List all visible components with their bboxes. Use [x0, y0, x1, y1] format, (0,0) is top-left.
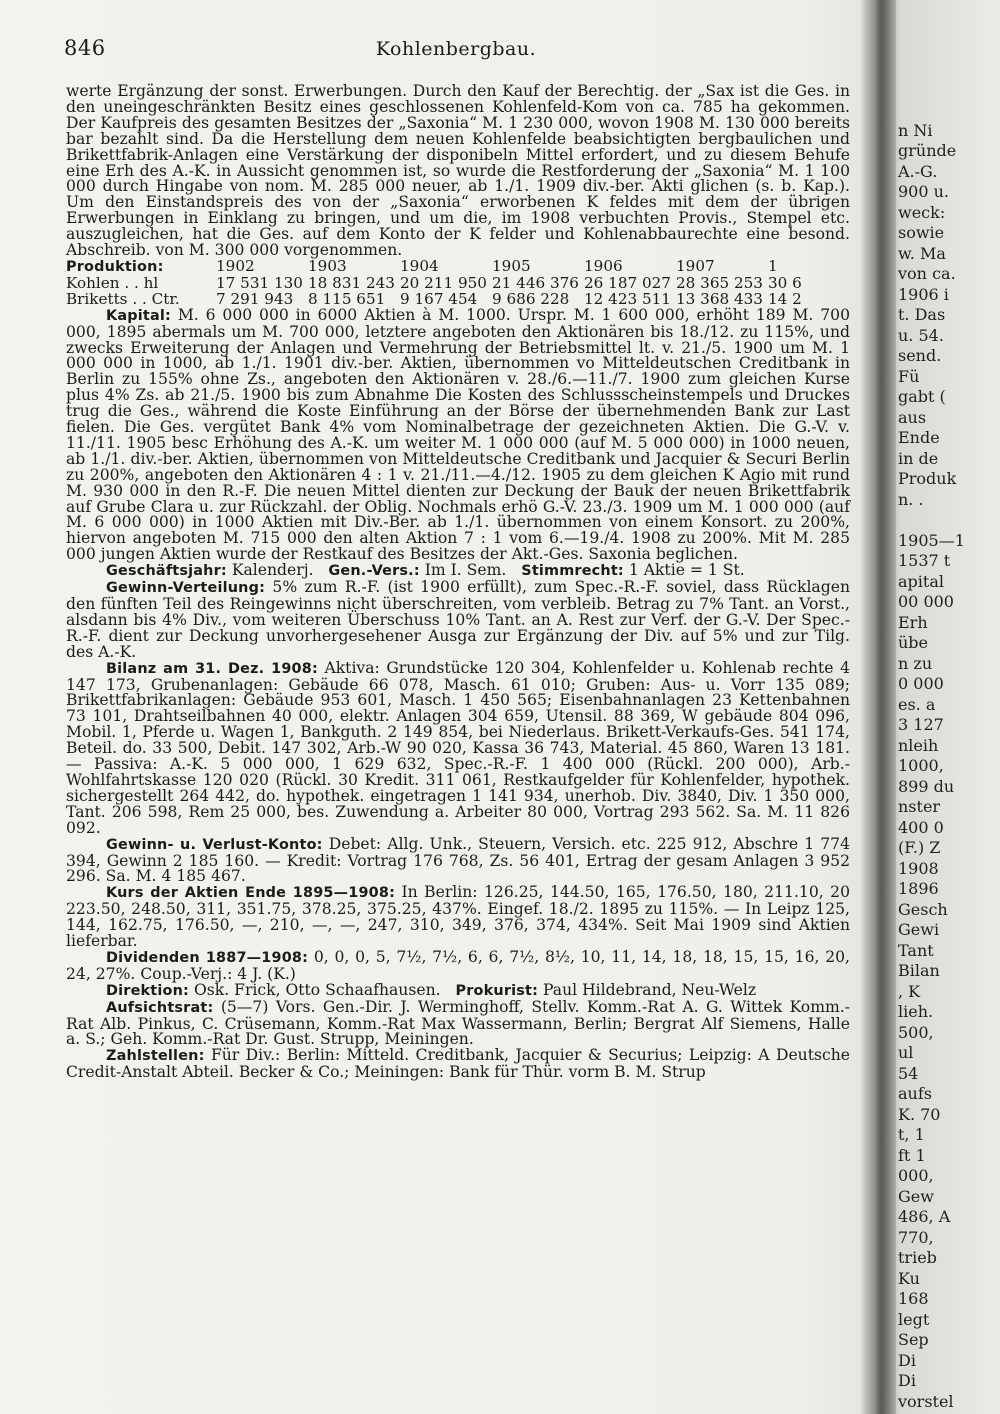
facing-page-line: von ca. — [898, 264, 956, 283]
facing-page-line: legt — [898, 1309, 930, 1329]
facing-page-line: Tant — [898, 940, 934, 960]
facing-page-line: send. — [898, 346, 942, 365]
facing-page-line: 900 u. — [898, 182, 950, 201]
facing-page-line: 1908 — [898, 858, 939, 878]
facing-page-line: sowie — [898, 223, 945, 242]
value-cell: 9 686 228 — [492, 289, 570, 308]
year-cell: 1 — [768, 257, 778, 276]
section-label: Kurs der Aktien Ende 1895—1908: — [106, 885, 396, 902]
value-cell: 18 831 243 — [308, 273, 395, 292]
facing-page-line: 1896 — [898, 879, 939, 898]
section-label: Direktion: — [106, 982, 190, 999]
facing-page-line: Sep — [898, 1330, 929, 1349]
section-label: Dividenden 1887—1908: — [106, 949, 309, 966]
value-cell: 21 446 376 — [492, 273, 579, 292]
facing-page-line: nleih — [898, 735, 939, 755]
year-cell: 1907 — [676, 257, 715, 276]
facing-page-line: Ku — [898, 1268, 920, 1288]
facing-page-line: 3 127 — [898, 715, 944, 734]
facing-page-line: , K — [898, 981, 921, 1001]
facing-page-line: w. Ma — [898, 243, 946, 263]
section-label: Gewinn- u. Verlust-Konto: — [106, 836, 323, 853]
facing-page-line — [898, 100, 1000, 121]
value-cell: 9 167 454 — [400, 289, 478, 308]
row-name: Kohlen — [66, 273, 120, 292]
facing-page-line: Ende — [898, 428, 940, 447]
section-label: Prokurist: — [455, 982, 539, 999]
facing-page-line — [898, 510, 1000, 531]
row-name: Briketts — [66, 289, 128, 308]
facing-page-line: 000, — [898, 1166, 934, 1185]
facing-page-line: aus — [898, 407, 927, 427]
facing-page-line: es. a — [898, 694, 936, 714]
facing-page-line: n Ni — [898, 120, 933, 140]
facing-page-line: Bilan — [898, 961, 940, 980]
article-body — [66, 84, 850, 1081]
facing-page-line: Gew — [898, 1186, 934, 1206]
section-text: In Berlin: 126.25, 144.50, 165, 176.50, 180, 211.10, 20 223.50, 248.50, 311, 351.75, 378.25, 375.25, 437%. Eingef. 18./2. 1895 zu 115%. — In Leipz 125, 144, 162.75, 176.50, —, 210, —, —, 247, 310, 349, 376, 374, 434%. Seit Mai 1909 sind Aktien lieferbar. — [66, 883, 850, 951]
row-unit: . . hl — [124, 273, 159, 292]
intro-paragraph: werte Ergänzung der sonst. Erwerbungen. Durch den Kauf der Berechtig. der „Sax ist die Ges. in den uneingeschränkten Besitz eines geschlossenen Kohlenfeld-Kom von ca. 785 ha gekommen. Der Kaufpreis des gesamten Besitzes der „Saxonia“ M. 1 230 000, wovon 1908 M. 130 000 bereits bar bezahlt sind. Da die Herstellung dem neuen Kohlenfelde beabsichtigten bergbaulichen und Brikettfabrik-Anlagen eine Verstärkung der disponibeln Mittel erfordert, und zu diesem Behufe eine Erh des A.-K. in Aussicht genommen ist, so wurde die Restforderung der „Saxonia“ M. 1 100 000 durch Hingabe von nom. M. 285 000 neuer, ab 1./1. 1909 div.-ber. Akti glichen (s. b. Kap.). Um den Einstandspreis des von der „Saxonia“ erworbenen K feldes mit dem der übrigen Erwerbungen in Einklang zu bringen, und um die, im 1908 verbuchten Provis., Stempel etc. auszugleichen, hat die Ges. auf dem Konto der K felder und Kohlenabbaurechte eine besond. Abschreib. von M. 300 000 vorgenommen. — [66, 82, 850, 260]
facing-page-line: n. . — [898, 489, 924, 509]
section-label: Gewinn-Verteilung: — [106, 580, 266, 597]
dividenden-section — [66, 947, 851, 983]
section-text: Aktiva: Grundstücke 120 304, Kohlenfelder u. Kohlenab rechte 4 147 173, Grubenanlagen: Gebäude 66 078, Masch. 61 010; Gruben: Aus- u. Vorr 135 089; Brikettfabrikanlagen: Gebäude 953 601, Masch. 1 450 565; Eisenbahnanlagen 23 Kettenbahnen 73 101, Drahtseilbahnen 40 000, elektr. Anlagen 304 659, Utensil. 88 369, W gebäude 804 096, Mobil. 1, Pferde u. Wagen 1, Bankguth. 2 149 854, bei Niederlaus. Brikett-Verkaufs-Ges. 541 174, Beteil. do. 33 500, Debit. 147 302, Arb.-W 90 020, Kassa 36 743, Material. 45 860, Waren 13 181. — Passiva: A.-K. 5 000 000, 1 629 632, Spec.-R.-F. 1 400 000 (Rückl. 200 000), Arb.-Wohlfahrtskasse 120 020 (Rückl. 30 Kredit. 311 061, Restkaufgelder für Kohlenfelder, hypothek. sichergestellt 264 442, do. hypothek. eingetragen 1 141 934, unerhob. Div. 3840, Div. 1 350 000, Tant. 206 598, Rem 25 000, bes. Zuwendung a. Arbeiter 80 000, Vortrag 293 562. Sa. M. 11 826 092. — [66, 658, 850, 837]
facing-page-line: 486, A — [898, 1207, 951, 1226]
production-label: Produktion: — [66, 258, 164, 275]
facing-page-line: vorstel — [898, 1391, 954, 1411]
facing-page-line: Produk — [898, 469, 957, 488]
value-cell: 20 211 950 — [400, 273, 487, 292]
facing-page-line: Erh — [898, 612, 928, 632]
kapital-section — [66, 305, 850, 564]
facing-page-line: apital — [898, 571, 944, 591]
section-label: Aufsichtsrat: — [106, 999, 214, 1016]
section-text: M. 6 000 000 in 6000 Aktien à M. 1000. Urspr. M. 1 600 000, erhöht 189 M. 700 000, 1895 abermals um M. 700 000, letztere angeboten den Aktionären bis 18./12. zu 115%, und zwecks Erweiterung der Anlagen und Vermehrung der Betriebsmittel lt. v. 21./5. 1900 um M. 1 000 000 in 1000, ab 1./1. 1901 div.-ber. Aktien, übernommen vo Mitteldeutschen Creditbank in Berlin zu 155% ohne Zs., angeboten den Aktionären v. 28./6.—11./7. 1900 zum gleichen Kurse plus 4% Zs. ab 21./5. 1900 bis zum Abnahme Die Kosten des Schlussscheinstempels und Druckes trug die Ges., während die Koste Einführung an der Börse der übernehmenden Bank zur Last fielen. Die Ges. vergütet Bank 4% vom Nominalbetrage der gezeichneten Aktien. Die G.-V. v. 11./11. 1905 besc Erhöhung des A.-K. um weiter M. 1 000 000 (auf M. 5 000 000) in 1000 neuen, ab 1./1. div.-ber. Aktien, übernommen von Mitteldeutsche Creditbank und Jacquier & Securi Berlin zu 200%, angeboten den Aktionären 4 : 1 v. 21./11.—4./12. 1905 zu dem gleichen K Agio mit rund M. 930 000 in den R.-F. Die neuen Mittel dienten zur Deckung der Bauk der neuen Brikettfabrik auf Grube Clara u. zur Rückzahl. der Oblig. Nochmals erhö G.-V. 23./3. 1909 um M. 1 000 000 (auf M. 6 000 000) in 1000 Aktien mit Div.-Ber. ab 1./1. übernommen von einem Konsort. zu 200%, hiervon angeboten M. 715 000 den alten Aktion 7 : 1 vom 6.—19./4. 1908 zu 200%. Mit M. 285 000 jungen Aktien wurde der Restkauf des Besitzes der Akt.-Ges. Saxonia beglichen. — [66, 305, 850, 564]
value-cell: 30 6 — [768, 273, 802, 292]
row-unit: . . Ctr. — [132, 289, 180, 308]
facing-page-line: K. 70 — [898, 1104, 941, 1124]
page-header — [64, 36, 848, 62]
facing-page-line: 1905—1 — [898, 530, 965, 550]
section-label: Bilanz am 31. Dez. 1908: — [106, 660, 318, 677]
section-text: Im I. Sem. — [419, 561, 507, 580]
aufsichtsrat-section — [66, 997, 850, 1049]
section-text: Für Div.: Berlin: Mitteld. Creditbank, Jacquier & Securius; Leipzig: A Deutsche Credit-Anstalt Abteil. Becker & Co.; Meiningen: Bank für Thür. vorm B. M. Strup — [66, 1046, 850, 1082]
year-cell: 1904 — [400, 257, 439, 276]
facing-page-line: in de — [898, 448, 939, 468]
running-title: Kohlenbergbau. — [375, 38, 537, 60]
page-number: 846 — [64, 36, 106, 60]
facing-page-line: Di — [898, 1371, 916, 1390]
section-text: Debet: Allg. Unk., Steuern, Versich. etc. 225 912, Abschre 1 774 394, Gewinn 2 185 160. — Kredit: Vortrag 176 768, Zs. 56 401, Ertrag der gesam Anlagen 3 952 296. Sa. M. 4 185 467. — [66, 834, 850, 886]
section-label: Zahlstellen: — [106, 1048, 205, 1065]
bilanz-section — [66, 658, 850, 837]
section-label: Kapital: — [106, 307, 171, 324]
facing-page-line: 168 — [898, 1289, 929, 1308]
section-text: Osk. Frick, Otto Schaafhausen. — [189, 980, 441, 999]
facing-page-line: 54 — [898, 1063, 919, 1083]
facing-page-line: (F.) Z — [898, 838, 941, 857]
facing-page-line: gabt ( — [898, 387, 946, 406]
gewinn-verteilung-section — [66, 580, 850, 661]
gewinn-verlust-section — [66, 834, 850, 886]
year-cell: 1906 — [584, 257, 623, 276]
value-cell: 7 291 943 — [216, 289, 294, 308]
facing-page-line: u. 54. — [898, 325, 944, 345]
facing-page-line: übe — [898, 633, 929, 652]
year-cell: 1902 — [216, 257, 255, 276]
facing-page-line: trieb — [898, 1248, 937, 1267]
facing-page-line: ul — [898, 1043, 914, 1062]
value-cell: 8 115 651 — [308, 289, 386, 308]
zahlstellen-section — [66, 1048, 850, 1081]
facing-page-line: A.-G. — [898, 161, 938, 181]
facing-page-line: Gesch — [898, 899, 948, 919]
section-text: 1 Aktie = 1 St. — [623, 561, 745, 580]
value-cell: 28 365 253 — [676, 273, 763, 292]
section-text: (5—7) Vors. Gen.-Dir. J. Werminghoff, Stellv. Komm.-Rat A. G. Wittek Komm.-Rat Alb. Pinkus, C. Crüsemann, Komm.-Rat Max Wassermann, Berlin; Bergrat Alf Siemens, Halle a. S.; Geh. Komm.-Rat Dr. Gust. Strupp, Meiningen. — [66, 997, 850, 1049]
facing-page-line: 899 du — [898, 776, 955, 796]
value-cell: 17 531 130 — [216, 273, 303, 292]
book-gutter-shadow — [860, 0, 896, 1414]
facing-page-line: 0 000 — [898, 674, 944, 693]
facing-page-line: lieh. — [898, 1002, 934, 1021]
facing-page-line: ft 1 — [898, 1145, 926, 1165]
facing-page-fragments — [898, 100, 1000, 1412]
value-cell: 12 423 511 — [584, 289, 671, 308]
facing-page-line: t, 1 — [898, 1125, 925, 1144]
section-label: Geschäftsjahr: — [106, 563, 227, 580]
facing-page-line: Gewi — [898, 920, 940, 939]
facing-page-line: 00 000 — [898, 592, 954, 611]
section-label: Stimmrecht: — [521, 563, 624, 580]
value-cell: 14 2 — [768, 289, 802, 308]
facing-page-line: n zu — [898, 653, 933, 673]
production-table — [66, 259, 850, 308]
section-label: Gen.-Vers.: — [328, 563, 420, 580]
facing-page-line: weck: — [898, 202, 946, 222]
facing-page-line: 1000, — [898, 756, 944, 775]
facing-page-line: aufs — [898, 1084, 932, 1103]
facing-page-line: Di — [898, 1350, 916, 1370]
facing-page-line: 500, — [898, 1022, 934, 1042]
facing-page-line: 400 0 — [898, 817, 944, 837]
kurs-section — [66, 885, 850, 950]
facing-page-line: nster — [898, 797, 941, 816]
section-text: 5% zum R.-F. (ist 1900 erfüllt), zum Spec.-R.-F. soviel, dass Rücklagen den fünften Teil des Reingewinns nicht überschreiten, vom verbleib. Betrag zu 7% Tant. an Vorst., alsdann bis 4% Div., vom weiteren Überschuss 10% Tant. an A. Rest zur Verf. der G.-V. Der Spec.-R.-F. dient zur Deckung unvorhergesehener Ausga zur Ergänzung der Div. auf 5% und zur Tilg. des A.-K. — [66, 578, 850, 661]
facing-page-line: 1537 t — [898, 551, 951, 570]
facing-page-line: t. Das — [898, 305, 946, 324]
facing-page-line: Fü — [898, 366, 920, 386]
section-text: 0, 0, 0, 5, 7½, 7½, 6, 6, 7½, 8½, 10, 11, 14, 18, 18, 15, 15, 16, 20, 24, 27%. Coup.-Verj.: 4 J. (K.) — [66, 947, 851, 983]
section-text: Kalenderj. — [226, 561, 314, 580]
section-text: Paul Hildebrand, Neu-Welz — [538, 980, 757, 999]
value-cell: 13 368 433 — [676, 289, 763, 308]
facing-page-line: 770, — [898, 1227, 934, 1247]
year-cell: 1905 — [492, 257, 531, 276]
year-cell: 1903 — [308, 257, 347, 276]
facing-page-line: 1906 i — [898, 284, 949, 304]
facing-page-line: gründe — [898, 141, 957, 160]
value-cell: 26 187 027 — [584, 273, 671, 292]
